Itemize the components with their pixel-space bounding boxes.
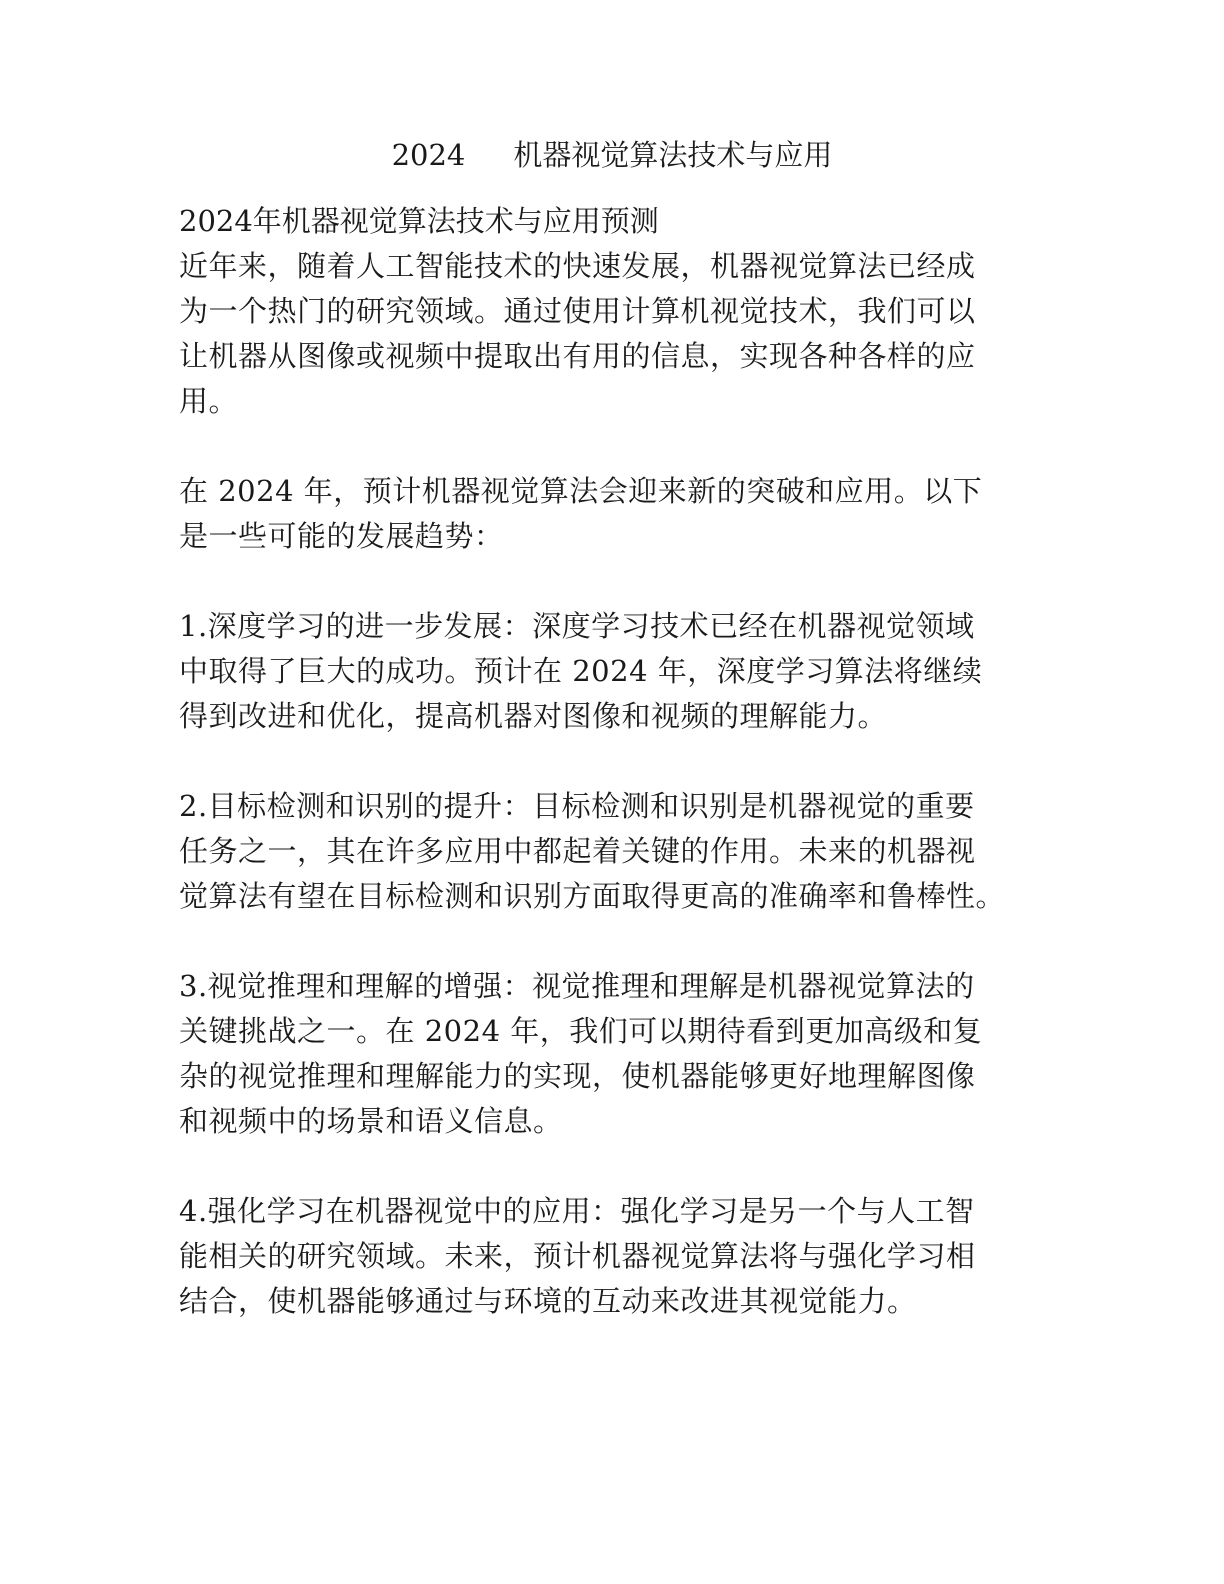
paragraph-line: 让机器从图像或视频中提取出有用的信息，实现各种各样的应 bbox=[179, 339, 976, 373]
paragraph-trend-2 bbox=[179, 784, 1059, 919]
paragraph-line: 中取得了巨大的成功。预计在 2024 年，深度学习算法将继续 bbox=[179, 654, 983, 688]
paragraph-line: 近年来，随着人工智能技术的快速发展，机器视觉算法已经成 bbox=[179, 249, 976, 283]
paragraph-line: 2.目标检测和识别的提升：目标检测和识别是机器视觉的重要 bbox=[179, 789, 975, 823]
paragraph-trend-4 bbox=[179, 1189, 1059, 1324]
paragraph-trend-1 bbox=[179, 604, 1059, 739]
title-text: 机器视觉算法技术与应用 bbox=[513, 138, 833, 172]
paragraph-line: 1.深度学习的进一步发展：深度学习技术已经在机器视觉领域 bbox=[179, 609, 975, 643]
title-year: 2024 bbox=[391, 138, 466, 172]
paragraph-line: 3.视觉推理和理解的增强：视觉推理和理解是机器视觉算法的 bbox=[179, 969, 975, 1003]
paragraph-line: 在 2024 年，预计机器视觉算法会迎来新的突破和应用。以下 bbox=[179, 474, 983, 508]
document-body bbox=[179, 199, 1059, 1369]
paragraph-line: 用。 bbox=[179, 384, 239, 418]
paragraph-trends-intro bbox=[179, 469, 1059, 559]
document-subtitle: 2024年机器视觉算法技术与应用预测 bbox=[179, 204, 659, 238]
paragraph-line: 得到改进和优化，提高机器对图像和视频的理解能力。 bbox=[179, 699, 888, 733]
paragraph-line: 杂的视觉推理和理解能力的实现，使机器能够更好地理解图像 bbox=[179, 1059, 976, 1093]
paragraph-line: 4.强化学习在机器视觉中的应用：强化学习是另一个与人工智 bbox=[179, 1194, 975, 1228]
paragraph-intro bbox=[179, 244, 1059, 424]
paragraph-line: 任务之一，其在许多应用中都起着关键的作用。未来的机器视 bbox=[179, 834, 976, 868]
document-title bbox=[0, 133, 1224, 177]
paragraph-line: 为一个热门的研究领域。通过使用计算机视觉技术，我们可以 bbox=[179, 294, 976, 328]
paragraph-line: 觉算法有望在目标检测和识别方面取得更高的准确率和鲁棒性。 bbox=[179, 879, 1006, 913]
paragraph-trend-3 bbox=[179, 964, 1059, 1144]
paragraph-line: 是一些可能的发展趋势： bbox=[179, 519, 504, 553]
paragraph-line: 能相关的研究领域。未来，预计机器视觉算法将与强化学习相 bbox=[179, 1239, 976, 1273]
paragraph-line: 和视频中的场景和语义信息。 bbox=[179, 1104, 563, 1138]
paragraph-line: 结合，使机器能够通过与环境的互动来改进其视觉能力。 bbox=[179, 1284, 917, 1318]
paragraph-line: 关键挑战之一。在 2024 年，我们可以期待看到更加高级和复 bbox=[179, 1014, 983, 1048]
